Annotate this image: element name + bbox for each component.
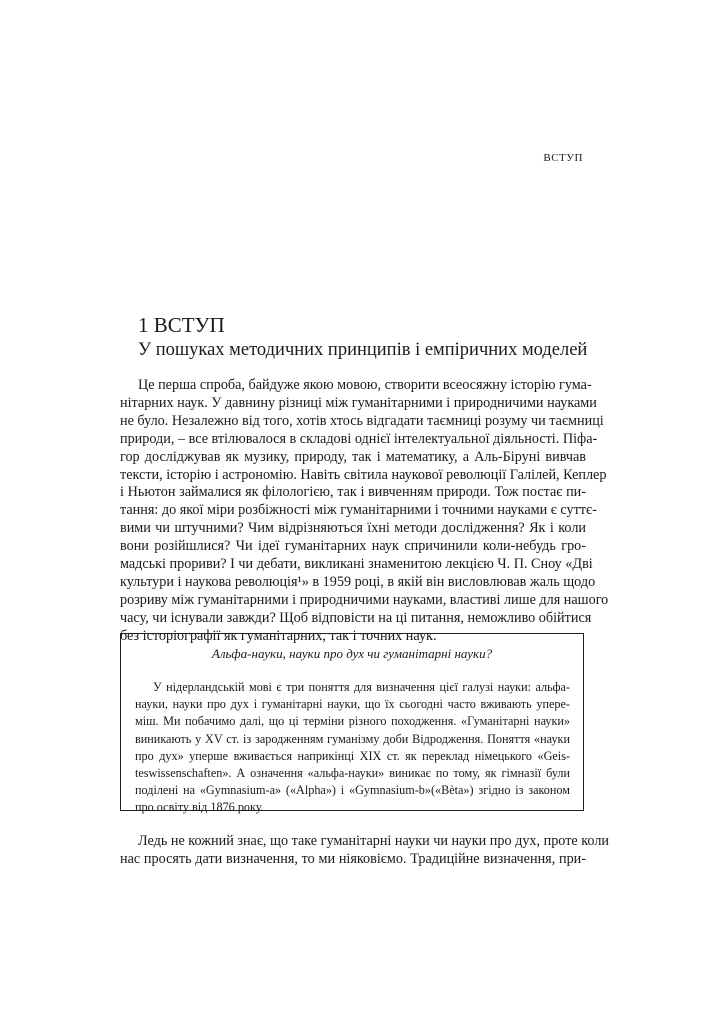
box-line: міш. Ми побачимо далі, що ці терміни різного походження. «Гуманітарні науки» [135,714,570,729]
paragraph-line: нітарних наук. У давнину різниці між гуманітарними і природничими науками [120,394,597,411]
paragraph-line: тексти, історію і астрономію. Навіть світила наукової революції Галілей, Кеплер [120,466,607,483]
paragraph-line: розриву між гуманітарними і природничими науками, властиві лише для нашого [120,591,609,608]
paragraph-line: Це перша спроба, байдуже якою мовою, створити всеосяжну історію гума- [138,377,592,393]
box-line: науки, науки про дух і гуманітарні науки, що їх сьогодні часто вживають упере- [135,697,570,712]
paragraph-line: нас просять дати визначення, то ми ніяковіємо. Традиційне визначення, при- [120,850,586,867]
paragraph-line: мадські прориви? І чи дебати, викликані знаменитою лекцією Ч. П. Сноу «Дві [120,556,593,573]
paragraph-line: не було. Незалежно від того, хотів хтось відгадати таємниці розуму чи таємниці [120,412,604,429]
chapter-title: 1 ВСТУП [138,313,225,337]
box-line: У нідерландській мові є три поняття для визначення цієї галузі науки: альфа- [153,680,570,694]
paragraph-line: без історіографії як гуманітарних, так і точних наук. [120,627,437,644]
box-line: виникають у XV ст. із зародженням гуманізму доби Відродження. Поняття «науки [135,731,570,746]
chapter-subtitle: У пошуках методичних принципів і емпіричних моделей [138,340,588,360]
sidebar-box-title: Альфа-науки, науки про дух чи гуманітарні науки? [211,646,493,661]
box-line: про освіту від 1876 року. [135,800,264,815]
paragraph-line: тання: до якої міри розбіжності між гуманітарними і точними науками є суттє- [120,502,597,519]
definition-paragraph [120,833,610,869]
paragraph-line: і Ньютон займалися як філологією, так і вивченням природи. Тож постає пи- [120,484,586,501]
running-head: ВСТУП [543,152,583,164]
sidebar-box-text [135,679,570,817]
paragraph-line: гор досліджував як музику, природу, так і математику, а Аль-Біруні вивчав [120,448,586,465]
box-line: поділені на «Gymnasium-a» («Alpha») і «Gymnasium-b»(«Bèta») згідно із законом [135,783,570,798]
paragraph-line: культури і наукова революція¹» в 1959 році, в якій він висловлював жаль щодо [120,573,596,590]
box-line: про дух» уперше вживається наприкінці XIX ст. як переклад німецького «Geis- [135,748,570,763]
box-line: teswissenschaften». А означення «альфа-науки» виникає по тому, як гімназії були [135,766,570,781]
paragraph-line: Ледь не кожний знає, що таке гуманітарні науки чи науки про дух, проте коли [138,833,610,849]
paragraph-line: вими чи штучними? Чим відрізняються їхні методи дослідження? Як і коли [120,520,586,537]
sidebar-box [120,633,584,815]
paragraph-line: природи, – все втілювалося в складові однієї інтелектуальної діяльності. Піфа- [120,430,598,447]
intro-paragraph [120,377,609,646]
paragraph-line: вони розійшлися? Чи ідеї гуманітарних наук спричинили коли-небудь гро- [120,538,586,555]
paragraph-line: часу, чи існували завжди? Щоб відповісти на ці питання, неможливо обійтися [120,609,592,626]
